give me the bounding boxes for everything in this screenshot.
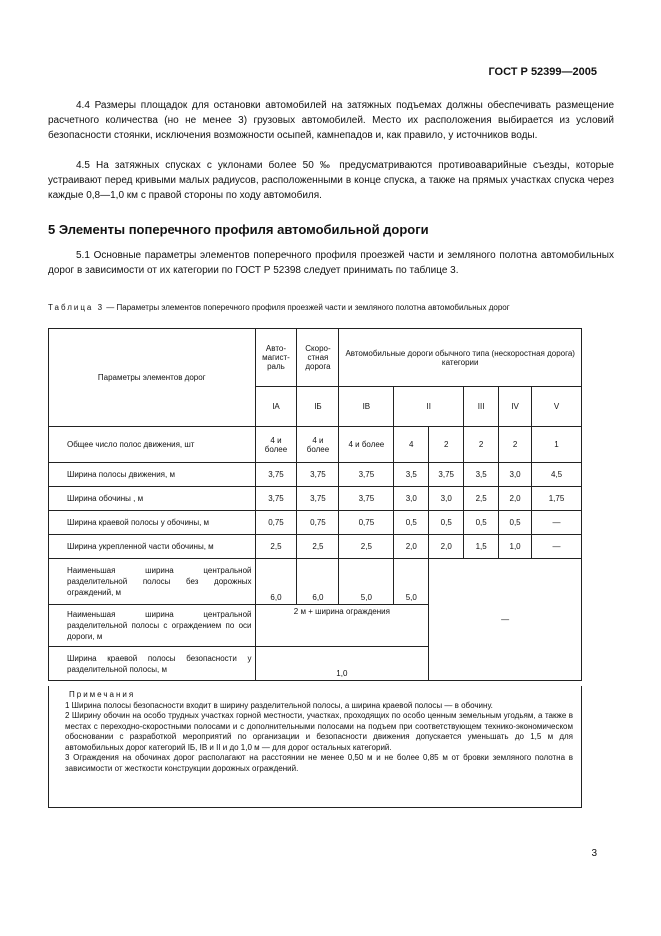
merged-dash-cell: — — [429, 559, 582, 681]
cell: 4 и более — [339, 427, 394, 463]
cell: 1,0 — [255, 647, 429, 681]
cell: 0,75 — [255, 511, 297, 535]
cell: 2,5 — [297, 535, 339, 559]
cell: 1,5 — [464, 535, 499, 559]
table-row — [49, 559, 582, 605]
table-notes — [48, 686, 582, 808]
row-label: Ширина краевой полосы у обочины, м — [49, 511, 256, 535]
cell: 6,0 — [297, 559, 339, 605]
cell: 3,0 — [499, 463, 532, 487]
cell: 2 — [429, 427, 464, 463]
cell: 3,75 — [255, 463, 297, 487]
cell: 0,5 — [429, 511, 464, 535]
cell: 3,75 — [429, 463, 464, 487]
cell: 2 — [499, 427, 532, 463]
table-row — [49, 511, 582, 535]
header-express: Скоро-стная дорога — [297, 329, 339, 387]
cell: 0,5 — [499, 511, 532, 535]
paragraph-5-1 — [48, 248, 614, 278]
cat-iii: III — [464, 387, 499, 427]
cat-ii: II — [394, 387, 464, 427]
cell: 2,5 — [464, 487, 499, 511]
row-label: Ширина полосы движения, м — [49, 463, 256, 487]
cell: 2 м + ширина ограждения — [255, 605, 429, 647]
table-caption-text: — Параметры элементов поперечного профиля проезжей части и земляного полотна автомобильных дорог — [104, 303, 510, 312]
cat-iv: IB — [339, 387, 394, 427]
table-3 — [48, 328, 582, 681]
cell: 1,75 — [532, 487, 582, 511]
cell: 2,5 — [339, 535, 394, 559]
cell: 3,75 — [297, 487, 339, 511]
section-5-heading: 5 Элементы поперечного профиля автомобильной дороги — [48, 222, 429, 237]
cell: 5,0 — [339, 559, 394, 605]
cell: 3,5 — [464, 463, 499, 487]
cell: 3,75 — [339, 463, 394, 487]
row-label: Наименьшая ширина центральной разделительной полосы с ограждением по оси дороги, м — [49, 605, 256, 647]
paragraph-4-4-text: 4.4 Размеры площадок для остановки автомобилей на затяжных подъемах должны обеспечивать размещение расчетного количества (но не менее 3) грузовых автомобилей. Место их расположения выбирается из условий безопасности стоянки, исключения возможности осыпей, камнепадов и, как правило, у источников воды. — [48, 100, 614, 141]
paragraph-5-1-text: 5.1 Основные параметры элементов поперечного профиля проезжей части и земляного полотна автомобильных дорог в зависимости от их категории по ГОСТ Р 52398 следует принимать по таблице 3. — [48, 250, 614, 276]
notes-title: Примечания — [69, 690, 136, 699]
cell: 0,5 — [464, 511, 499, 535]
header-param: Параметры элементов дорог — [49, 329, 256, 427]
cell: 4 и более — [255, 427, 297, 463]
cell: 4 — [394, 427, 429, 463]
cell: 6,0 — [255, 559, 297, 605]
paragraph-4-5-text: 4.5 На затяжных спусках с уклонами более 50 ‰ предусматриваются противоаварийные съезды, которые устраивают перед кривыми малых радиусов, расположенными в конце спуска, а также на прямых участках спуска через каждые 0,8—1,0 км с правой стороны по ходу автомобиля. — [48, 160, 614, 201]
cell: — — [532, 535, 582, 559]
table-caption-lead: Таблица 3 — [48, 303, 105, 312]
cell: 3,75 — [255, 487, 297, 511]
cell: 2,0 — [429, 535, 464, 559]
cell: 3,0 — [429, 487, 464, 511]
table-row — [49, 463, 582, 487]
table-caption — [48, 302, 588, 314]
cell: 0,75 — [297, 511, 339, 535]
cell: 2,0 — [394, 535, 429, 559]
paragraph-4-4 — [48, 98, 614, 143]
header-motorway: Авто-магист-раль — [255, 329, 297, 387]
row-label: Наименьшая ширина центральной разделительной полосы без дорожных ограждений, м — [49, 559, 256, 605]
cell: 3,5 — [394, 463, 429, 487]
cat-ia: IA — [255, 387, 297, 427]
row-label: Ширина укрепленной части обочины, м — [49, 535, 256, 559]
table-row — [49, 427, 582, 463]
cell: 2 — [464, 427, 499, 463]
row-label: Ширина обочины , м — [49, 487, 256, 511]
header-ordinary: Автомобильные дороги обычного типа (нескоростная дорога) категории — [339, 329, 582, 387]
table-row — [49, 535, 582, 559]
note-3: 3 Ограждения на обочинах дорог располагают на расстоянии не менее 0,50 м и не более 0,85 м от бровки земляного полотна в зависимости от жесткости конструкции дорожных ограждений. — [65, 753, 573, 773]
cat-iv2: IV — [499, 387, 532, 427]
cell: 3,75 — [339, 487, 394, 511]
cell: 1 — [532, 427, 582, 463]
cell: 2,0 — [499, 487, 532, 511]
paragraph-4-5 — [48, 158, 614, 203]
cell: 1,0 — [499, 535, 532, 559]
cell: 0,75 — [339, 511, 394, 535]
row-label: Ширина краевой полосы безопасности у разделительной полосы, м — [49, 647, 256, 681]
cell: 2,5 — [255, 535, 297, 559]
cell: 3,75 — [297, 463, 339, 487]
cell: 4 и более — [297, 427, 339, 463]
note-1: 1 Ширина полосы безопасности входит в ширину разделительной полосы, а ширина краевой полосы — в обочину. — [65, 700, 493, 710]
cell: — — [532, 511, 582, 535]
cat-v: V — [532, 387, 582, 427]
note-2: 2 Ширину обочин на особо трудных участках горной местности, участках, проходящих по особо ценным земельным угодьям, а также в местах с переходно-скоростными полосами и с дополнительными полосами на подъем при соответствующем технико-экономическом обосновании с разработкой мероприятий по организации и безопасности движения допускается уменьшать до 1,5 м для автомобильных дорог категорий IБ, IB и II и до 1,0 м — для дорог остальных категорий. — [65, 711, 573, 752]
document-header: ГОСТ Р 52399—2005 — [488, 66, 597, 78]
cell: 4,5 — [532, 463, 582, 487]
row-label: Общее число полос движения, шт — [49, 427, 256, 463]
cell: 3,0 — [394, 487, 429, 511]
cell: 5,0 — [394, 559, 429, 605]
cat-ib: IБ — [297, 387, 339, 427]
page-number: 3 — [591, 848, 597, 859]
cell: 0,5 — [394, 511, 429, 535]
table-row — [49, 487, 582, 511]
